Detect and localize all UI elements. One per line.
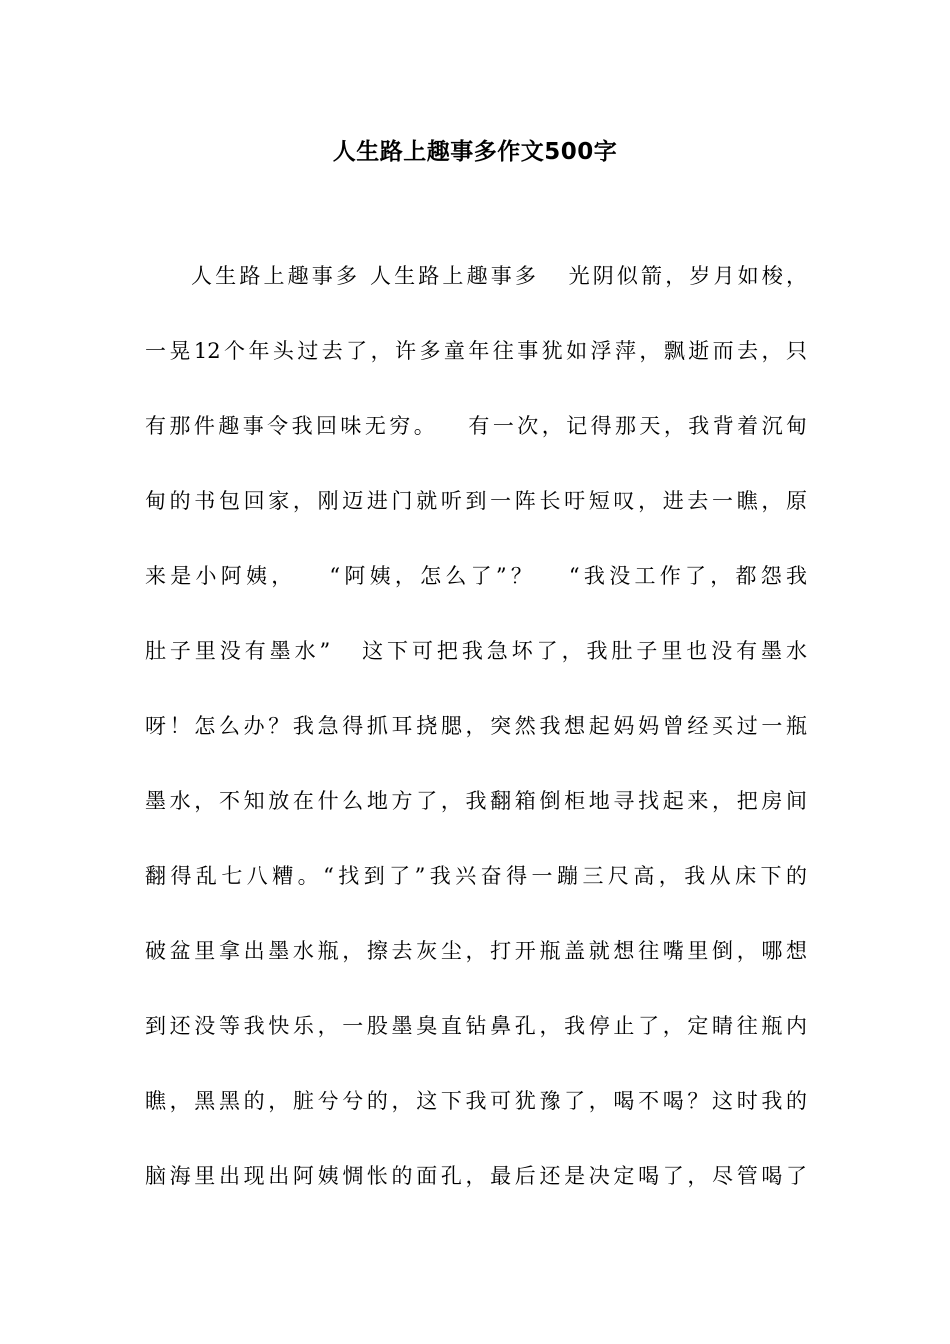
body-line: 破盆里拿出墨水瓶，擦去灰尘，打开瓶盖就想往嘴里倒，哪想 [145,939,807,963]
document-title: 人生路上趣事多作文500字 [332,139,618,165]
body-line: 脑海里出现出阿姨惆怅的面孔，最后还是决定喝了，尽管喝了 [145,1164,807,1188]
body-line: 来是小阿姨， “阿姨，怎么了”？ “我没工作了，都怨我 [145,564,807,588]
document-body [145,256,807,1231]
body-line: 翻得乱七八糟。“找到了”我兴奋得一蹦三尺高，我从床下的 [145,864,807,888]
body-line: 墨水，不知放在什么地方了，我翻箱倒柜地寻找起来，把房间 [145,789,807,813]
body-line: 有那件趣事令我回味无穷。 有一次，记得那天，我背着沉甸 [145,414,807,438]
body-line: 甸的书包回家，刚迈进门就听到一阵长吁短叹，进去一瞧，原 [145,489,807,513]
body-line: 瞧，黑黑的，脏兮兮的，这下我可犹豫了，喝不喝？这时我的 [145,1089,807,1113]
body-line: 呀！怎么办？我急得抓耳挠腮，突然我想起妈妈曾经买过一瓶 [145,714,807,738]
body-line: 到还没等我快乐，一股墨臭直钻鼻孔，我停止了，定睛往瓶内 [145,1014,807,1038]
body-line: 肚子里没有墨水” 这下可把我急坏了，我肚子里也没有墨水 [145,639,807,663]
body-line: 一晃12个年头过去了，许多童年往事犹如浮萍，飘逝而去，只 [145,339,807,363]
body-line: 人生路上趣事多 人生路上趣事多 光阴似箭，岁月如梭， [191,264,807,288]
